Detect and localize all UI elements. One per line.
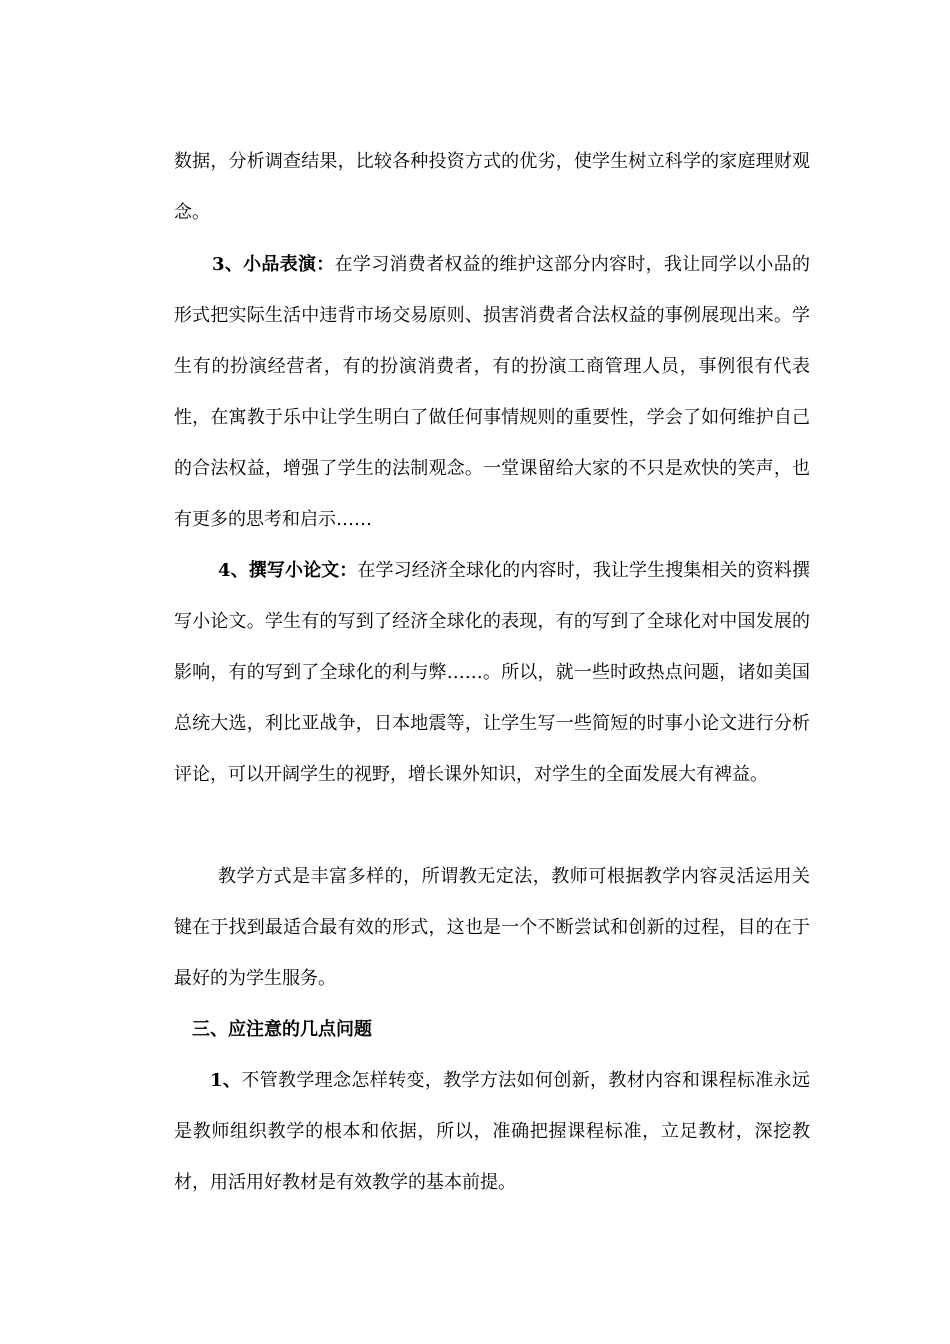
paragraph-text: 教学方式是丰富多样的，所谓教无定法，教师可根据教学内容灵活运用关键在于找到最适合最有效的形式，这也是一个不断尝试和创新的过程，目的在于最好的为学生服务。 <box>174 866 810 989</box>
paragraph-text: 不管教学理念怎样转变，教学方法如何创新，教材内容和课程标准永远是教师组织教学的根本和依据，所以，准确把握课程标准，立足教材，深挖教材，用活用好教材是有效教学的基本前提。 <box>174 1070 810 1193</box>
paragraph-lead: 1、 <box>210 1070 242 1091</box>
paragraph-text: 数据，分析调查结果，比较各种投资方式的优劣，使学生树立科学的家庭理财观念。 <box>174 151 810 223</box>
paragraph-lead: 3、小品表演： <box>212 254 335 275</box>
section-heading: 三、应注意的几点问题 <box>192 1019 372 1040</box>
paragraph-essay-writing <box>174 545 810 800</box>
paragraph-teaching-methods <box>174 851 810 1004</box>
paragraph-text: 在学习经济全球化的内容时，我让学生搜集相关的资料撰写小论文。学生有的写到了经济全球化的表现，有的写到了全球化对中国发展的影响，有的写到了全球化的利与弊……。所以，就一些时政热点问题，诸如美国总统大选，利比亚战争，日本地震等，让学生写一些简短的时事小论文进行分析评论，可以开阔学生的视野，增长课外知识，对学生的全面发展大有裨益。 <box>174 560 811 785</box>
paragraph-skit-performance <box>174 239 810 545</box>
paragraph-continuation <box>174 136 810 238</box>
paragraph-point-one <box>174 1055 810 1208</box>
paragraph-lead: 4、撰写小论文： <box>218 560 358 581</box>
paragraph-text: 在学习消费者权益的维护这部分内容时，我让同学以小品的形式把实际生活中违背市场交易原则、损害消费者合法权益的事例展现出来。学生有的扮演经营者，有的扮演消费者，有的扮演工商管理人员，事例很有代表性，在寓教于乐中让学生明白了做任何事情规则的重要性，学会了如何维护自己的合法权益，增强了学生的法制观念。一堂课留给大家的不只是欢快的笑声，也有更多的思考和启示…… <box>174 254 811 530</box>
